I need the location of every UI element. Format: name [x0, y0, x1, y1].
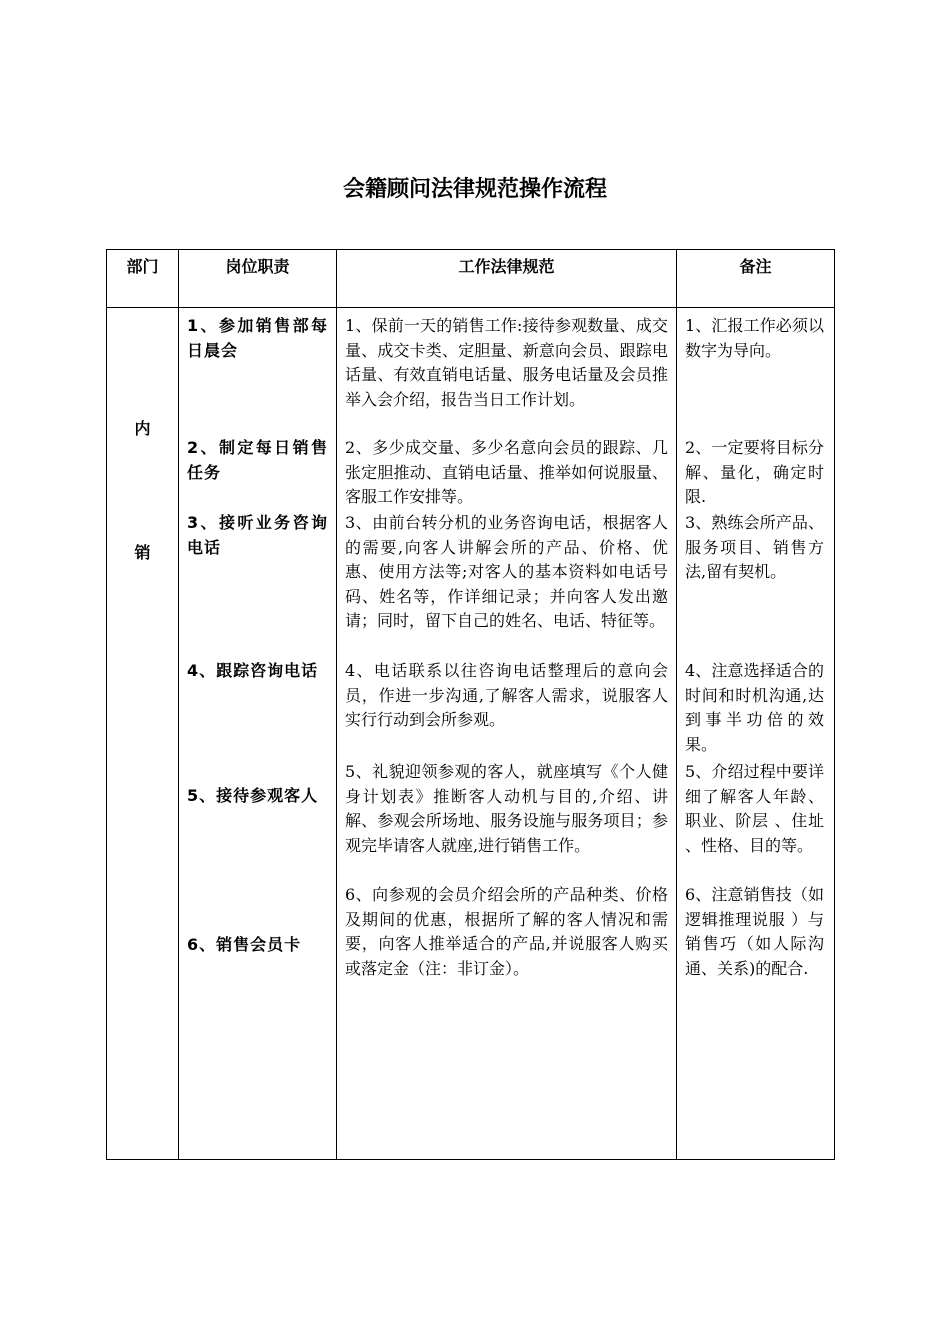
page-title: 会籍顾问法律规范操作流程	[342, 177, 607, 202]
note-item-2: 2、一定要将目标分解、量化，确定时限.	[685, 438, 824, 506]
law-cell	[337, 308, 677, 1160]
header-dept: 部门	[107, 250, 179, 308]
note-item-4: 4、注意选择适合的时间和时机沟通,达到事半功倍的效果。	[685, 661, 824, 754]
duty-item-6: 6、销售会员卡	[187, 935, 302, 954]
note-item-1: 1、汇报工作必须以数字为导向。	[685, 316, 824, 360]
dept-cell	[107, 308, 179, 1160]
dept-char-1: 内	[134, 419, 151, 438]
procedure-table	[106, 249, 835, 1160]
duty-item-2: 2、制定每日销售任务	[187, 438, 328, 482]
duty-item-4: 4、跟踪咨询电话	[187, 661, 319, 680]
duty-item-1: 1、参加销售部每日晨会	[187, 316, 328, 360]
header-duty: 岗位职责	[179, 250, 337, 308]
note-item-6: 6、注意销售技（如逻辑推理说服 ）与销售巧（如人际沟通、关系)的配合.	[685, 885, 824, 978]
law-item-3: 3、由前台转分机的业务咨询电话，根据客人的需要,向客人讲解会所的产品、价格、优惠、使用方法等;对客人的基本资料如电话号码、姓名等，作详细记录；并向客人发出邀请；同时，留下自己的姓名、电话、特征等。	[345, 513, 668, 630]
law-item-5: 5、礼貌迎领参观的客人，就座填写《个人健身计划表》推断客人动机与目的,介绍、讲解、参观会所场地、服务设施与服务项目；参观完毕请客人就座,进行销售工作。	[345, 762, 668, 855]
law-item-6: 6、向参观的会员介绍会所的产品种类、价格及期间的优惠，根据所了解的客人情况和需要，向客人推举适合的产品,并说服客人购买或落定金（注：非订金）。	[345, 885, 668, 978]
law-item-2: 2、多少成交量、多少名意向会员的跟踪、几张定胆推动、直销电话量、推举如何说服量、客服工作安排等。	[345, 438, 668, 506]
law-item-4: 4、电话联系以往咨询电话整理后的意向会员，作进一步沟通,了解客人需求，说服客人实行行动到会所参观。	[345, 661, 668, 729]
duty-item-3: 3、接听业务咨询电话	[187, 513, 328, 557]
header-law: 工作法律规范	[337, 250, 677, 308]
duty-cell	[179, 308, 337, 1160]
dept-char-2: 销	[134, 543, 151, 562]
table-header-row	[107, 250, 835, 308]
law-item-1: 1、保前一天的销售工作:接待参观数量、成交量、成交卡类、定胆量、新意向会员、跟踪电话量、有效直销电话量、服务电话量及会员推举入会介绍，报告当日工作计划。	[345, 316, 668, 409]
note-item-3: 3、熟练会所产品、服务项目、销售方法,留有契机。	[685, 513, 824, 581]
note-item-5: 5、介绍过程中要详细了解客人年龄、职业、阶层 、住址 、性格、目的等。	[685, 762, 824, 855]
table-row	[107, 308, 835, 1160]
note-cell	[677, 308, 835, 1160]
duty-item-5: 5、接待参观客人	[187, 786, 319, 805]
header-note: 备注	[677, 250, 835, 308]
